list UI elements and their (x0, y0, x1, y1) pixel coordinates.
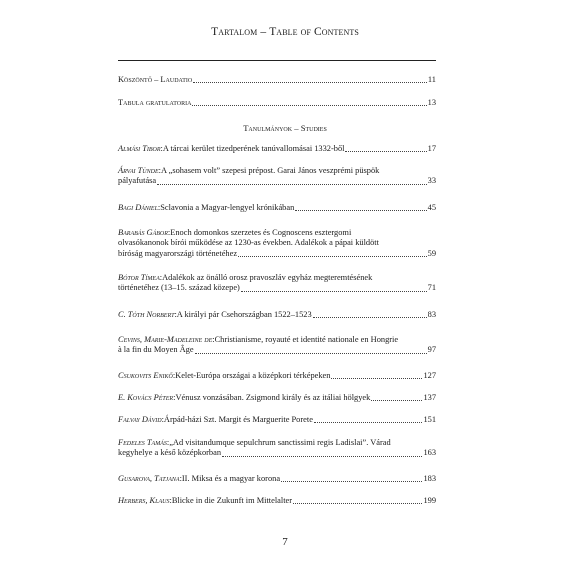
title-english: Table of Contents (269, 26, 359, 38)
toc-entry[interactable] (118, 415, 436, 425)
toc-entry-line (118, 415, 436, 425)
toc-entry-author: E. Kovács Péter (118, 393, 174, 402)
toc-entry[interactable] (118, 144, 436, 154)
dot-leader (222, 456, 422, 457)
toc-entry-page: 127 (423, 371, 436, 380)
dot-leader (192, 105, 426, 106)
page-title (0, 26, 570, 38)
author-separator: : (179, 474, 182, 483)
toc-entry-title: bíróság magyarországi történetéhez (118, 248, 238, 258)
toc-entry-line (118, 176, 436, 186)
title-separator: – (257, 26, 270, 38)
top-rule (118, 60, 436, 61)
toc-entry-title: A tárcai kerület tizedperének tanúvallomásai 1332-ből (162, 144, 345, 153)
toc-entry-line (118, 496, 436, 506)
dot-leader (313, 317, 427, 318)
toc-entry-title: II. Miksa és a magyar korona (181, 474, 281, 483)
toc-entry-page: 163 (423, 448, 436, 458)
toc-entry-author: Fedeles Tamás (118, 438, 167, 447)
dot-leader (331, 378, 422, 379)
page-number: 7 (282, 536, 288, 548)
toc-entry-author: Barabás Gábor (118, 228, 168, 237)
toc-entry-title: kegyhelye a késő középkorban (118, 448, 222, 458)
toc-entry-author: Almási Tibor (118, 144, 161, 153)
toc-entry-page: 183 (423, 474, 436, 483)
dot-leader (314, 422, 423, 423)
toc-entry-title: Köszöntő – Laudatio (118, 75, 193, 84)
toc-entry-line (118, 345, 436, 355)
toc-entry-page: 11 (427, 75, 436, 84)
author-separator: : (173, 393, 176, 402)
toc-entry-title: „Ad visitandumque sepulchrum sanctissimi regis Ladislai”. Várad (169, 438, 391, 447)
toc-entry-title: Christianisme, royauté et identité nationale en Hongrie (214, 335, 399, 344)
toc-entry[interactable] (118, 310, 436, 320)
toc-entry-line (118, 144, 436, 154)
toc-entry-author: Cevins, Marie-Madeleine de (118, 335, 213, 344)
dot-leader (238, 256, 427, 257)
toc-entry-title: Vénusz vonzásában. Zsigmond király és az itáliai hölgyek (175, 393, 371, 402)
toc-entry[interactable] (118, 438, 436, 459)
toc-entry-author: Falvay Dávid (118, 415, 162, 424)
toc-entry-title: Blicke in die Zukunft im Mittelalter (171, 496, 293, 505)
toc-entry-author: C. Tóth Norbert (118, 310, 175, 319)
toc-entry-line (118, 238, 436, 248)
dot-leader (193, 82, 427, 83)
toc-entry-title: történetéhez (13–15. század közepe) (118, 283, 240, 293)
toc-entry[interactable] (118, 335, 436, 356)
toc-entry-author: Csukovits Enikő (118, 371, 173, 380)
author-separator: : (174, 310, 177, 319)
author-separator: : (161, 415, 164, 424)
toc-entry-line (118, 310, 436, 320)
toc-entry-title: pályafutása (118, 176, 157, 186)
toc-entry-title: Kelet-Európa országai a középkori térképeken (175, 371, 331, 380)
toc-entry[interactable] (118, 273, 436, 294)
dot-leader (157, 184, 426, 185)
author-separator: : (172, 371, 176, 380)
toc-entry-line (118, 249, 436, 259)
toc-entry-tabula[interactable] (118, 98, 436, 108)
toc-entry-author: Bagi Dániel (118, 203, 158, 212)
toc-entry-title: à la fin du Moyen Âge (118, 345, 194, 355)
toc-entry-title: Tabula gratulatoria (118, 98, 192, 107)
toc-entry-title: Árpád-házi Szt. Margit és Marguerite Porete (163, 415, 313, 424)
toc-entry-title: olvasókanonok bírói működése az 1230-as években. Adalékok a pápai küldött (118, 238, 379, 248)
toc-entry-line (118, 393, 436, 403)
toc-entry-title: A „sohasem volt” szepesi prépost. Garai János veszprémi püspök (160, 166, 380, 175)
toc-entry-page: 151 (423, 415, 436, 424)
toc-entry[interactable] (118, 496, 436, 506)
dot-leader (195, 353, 427, 354)
toc-entry[interactable] (118, 166, 436, 187)
toc-entry-title: Sclavonia a Magyar-lengyel krónikában (160, 203, 295, 212)
toc-entry-line (118, 203, 436, 213)
author-separator: : (169, 496, 172, 505)
toc-entry-line (118, 166, 436, 176)
dot-leader (345, 151, 426, 152)
toc-entry[interactable] (118, 371, 436, 381)
title-hungarian: Tartalom (211, 26, 258, 38)
toc-entry-page: 59 (427, 248, 436, 258)
dot-leader (281, 481, 422, 482)
author-separator: : (212, 335, 215, 344)
toc-entry-title: A királyi pár Csehországban 1522–1523 (176, 310, 312, 319)
toc-entry-author: Gusarova, Tatjana (118, 474, 180, 483)
toc-entry-page: 71 (427, 283, 436, 293)
toc-entry[interactable] (118, 203, 436, 213)
toc-entry[interactable] (118, 474, 436, 484)
section-heading-studies: Tanulmányok – Studies (243, 123, 327, 133)
toc-entry-line (118, 438, 436, 448)
dot-leader (293, 503, 422, 504)
toc-entry-page: 199 (423, 496, 436, 505)
toc-entry-page: 33 (427, 176, 436, 186)
toc-entry-title: Enoch domonkos szerzetes és Cognoscens esztergomi (170, 228, 352, 237)
toc-entry-page: 45 (427, 203, 436, 212)
author-separator: : (166, 438, 170, 447)
toc-entry-page: 97 (427, 345, 436, 355)
dot-leader (371, 400, 422, 401)
author-separator: : (160, 144, 163, 153)
author-separator: : (159, 273, 163, 282)
dot-leader (241, 291, 427, 292)
toc-entry-line (118, 448, 436, 458)
toc-entry-line (118, 228, 436, 238)
toc-entry-page: 17 (427, 144, 436, 153)
toc-entry[interactable] (118, 228, 436, 259)
toc-entry-line (118, 273, 436, 283)
toc-entry-line (118, 283, 436, 293)
toc-entry[interactable] (118, 393, 436, 403)
toc-entry-line (118, 371, 436, 381)
toc-entry-laudatio[interactable] (118, 75, 436, 85)
dot-leader (295, 210, 426, 211)
toc-entry-author: Bótor Tímea (118, 273, 160, 282)
toc-entry-title: Adalékok az önálló orosz pravoszláv egyház megteremtésének (162, 273, 373, 282)
toc-entry-page: 137 (423, 393, 436, 402)
toc-entry-line (118, 474, 436, 484)
toc-entry-author: Árvai Tünde (118, 166, 159, 175)
author-separator: : (158, 166, 161, 175)
toc-entry-author: Herbers, Klaus (118, 496, 170, 505)
author-separator: : (157, 203, 161, 212)
toc-entry-page: 13 (427, 98, 436, 107)
author-separator: : (167, 228, 171, 237)
toc-entry-page: 83 (427, 310, 436, 319)
toc-entry-line (118, 335, 436, 345)
